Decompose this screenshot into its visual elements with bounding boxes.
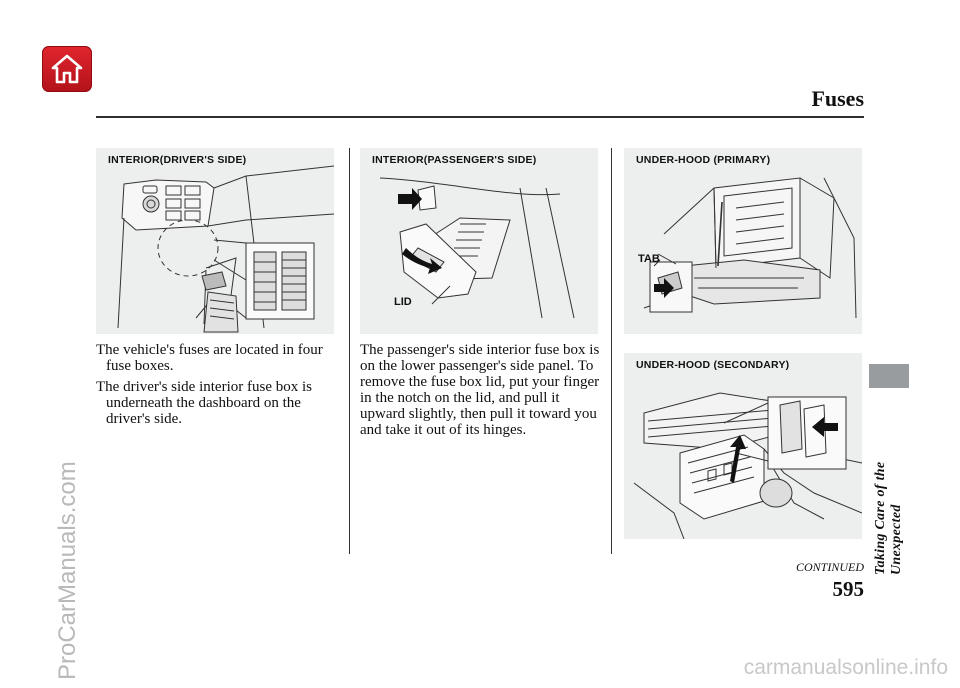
watermark-side: ProCarManuals.com <box>54 461 81 680</box>
figure-caption: UNDER-HOOD (PRIMARY) <box>636 154 771 166</box>
lid-callout: LID <box>394 296 412 308</box>
secondary-fusebox-illustration <box>624 353 862 539</box>
continued-label: CONTINUED <box>795 560 864 574</box>
page-title: Fuses <box>811 86 864 111</box>
watermark-bottom: carmanualsonline.info <box>743 656 948 679</box>
home-icon <box>50 53 84 85</box>
tab-callout: TAB <box>638 253 660 265</box>
section-label: Taking Care of the Unexpected <box>873 461 904 575</box>
column-divider <box>611 148 612 554</box>
driver-fusebox-illustration <box>96 148 334 334</box>
figure-passenger-side <box>360 148 598 334</box>
figure-underhood-secondary <box>624 353 862 539</box>
figure-caption: INTERIOR(PASSENGER'S SIDE) <box>372 154 537 166</box>
figure-caption: INTERIOR(DRIVER'S SIDE) <box>108 154 247 166</box>
primary-fusebox-illustration <box>624 148 862 334</box>
column-divider <box>349 148 350 554</box>
figure-caption: UNDER-HOOD (SECONDARY) <box>636 359 790 371</box>
page-number: 595 <box>832 577 864 601</box>
paragraph: The passenger's side interior fuse box is on the lower passenger's side panel. To remove the fuse box lid, put your finger in the notch on the lid, and pull it upward slightly, then pull it toward you and take it out of its hinges. <box>360 342 600 438</box>
figure-driver-side <box>96 148 334 334</box>
home-button[interactable] <box>42 46 92 92</box>
figure-underhood-primary <box>624 148 862 334</box>
section-tab-marker <box>869 364 909 388</box>
column-1-text <box>96 342 342 432</box>
column-2-text <box>360 342 600 443</box>
paragraph: The driver's side interior fuse box is underneath the dashboard on the driver's side. <box>96 379 312 427</box>
header-divider <box>96 116 864 118</box>
paragraph: The vehicle's fuses are located in four fuse boxes. <box>96 342 323 374</box>
